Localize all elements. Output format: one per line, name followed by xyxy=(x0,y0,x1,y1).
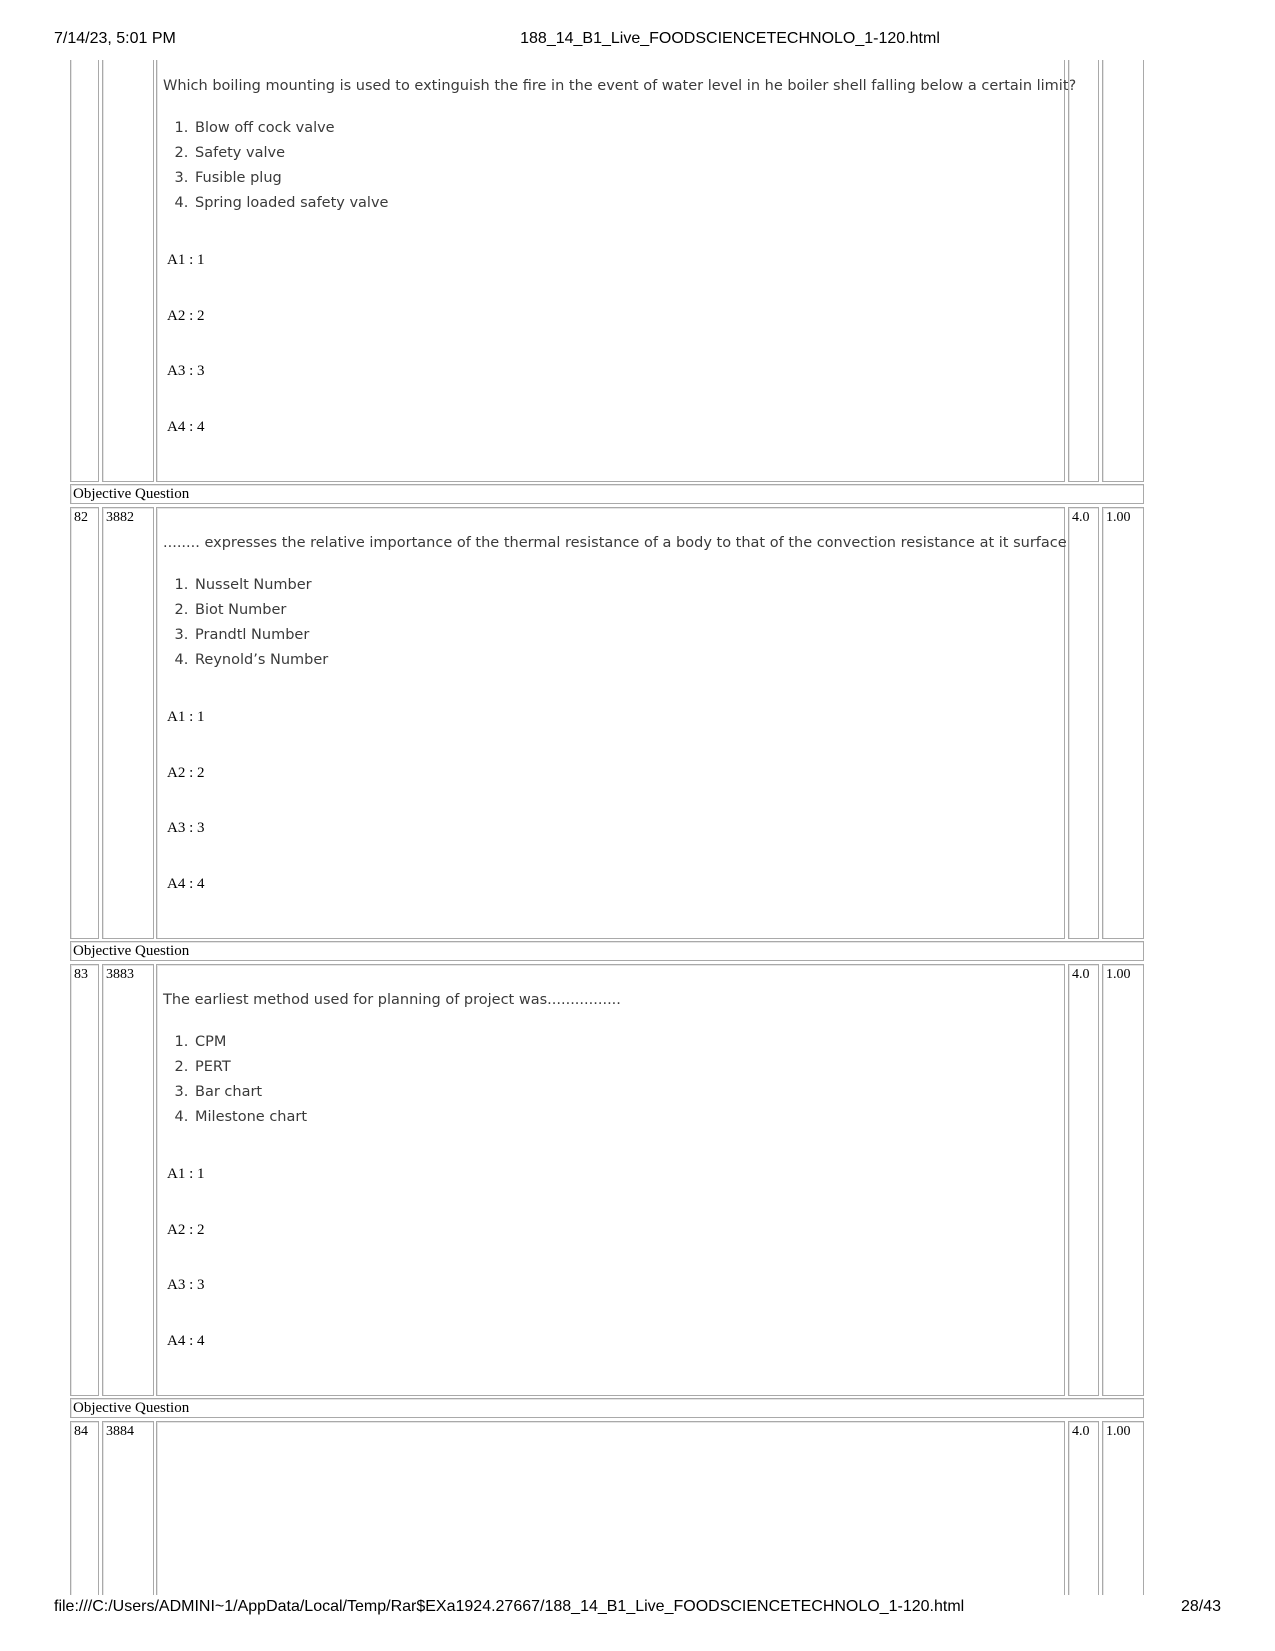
negative-marks-cell xyxy=(1102,964,1144,1396)
answer-a2: A2 : 2 xyxy=(167,765,205,781)
question-id: 3884 xyxy=(106,1424,134,1439)
marks-cell xyxy=(1068,1421,1099,1595)
answer-a1: A1 : 1 xyxy=(167,252,205,268)
marks-value: 4.0 xyxy=(1072,967,1090,982)
negative-marks-value: 1.00 xyxy=(1106,1424,1131,1439)
question-type-label: Objective Question xyxy=(73,943,190,959)
question-text: The earliest method used for planning of project was................ xyxy=(163,992,621,1008)
question-type-row xyxy=(70,484,1144,504)
marks-cell xyxy=(1068,60,1099,482)
answer-a1: A1 : 1 xyxy=(167,1166,205,1182)
print-header xyxy=(0,30,1275,52)
answer-a2: A2 : 2 xyxy=(167,308,205,324)
option-item: 3. Prandtl Number xyxy=(193,623,1058,648)
option-item: 2. Biot Number xyxy=(193,598,1058,623)
option-item: 1. Nusselt Number xyxy=(193,573,1058,598)
option-list xyxy=(163,1030,1058,1130)
print-footer xyxy=(0,1598,1275,1620)
id-cell xyxy=(102,1421,154,1595)
question-type-label: Objective Question xyxy=(73,486,190,502)
option-item: 3. Fusible plug xyxy=(193,166,1058,191)
answer-a3: A3 : 3 xyxy=(167,1277,205,1293)
question-text: Which boiling mounting is used to extinguish the fire in the event of water level in he boiler shell falling below a certain limit? xyxy=(163,78,1077,94)
answer-a1: A1 : 1 xyxy=(167,709,205,725)
question-cell xyxy=(156,1421,1065,1595)
option-item: 3. Bar chart xyxy=(193,1080,1058,1105)
number-cell xyxy=(70,1421,99,1595)
answer-a2: A2 : 2 xyxy=(167,1222,205,1238)
question-type-row xyxy=(70,1398,1144,1418)
option-item: 2. Safety valve xyxy=(193,141,1058,166)
id-cell xyxy=(102,507,154,939)
print-datetime: 7/14/23, 5:01 PM xyxy=(54,30,176,47)
question-type-label: Objective Question xyxy=(73,1400,190,1416)
question-number: 84 xyxy=(74,1424,88,1439)
negative-marks-cell xyxy=(1102,60,1144,482)
negative-marks-value: 1.00 xyxy=(1106,967,1131,982)
id-cell xyxy=(102,60,154,482)
question-content xyxy=(163,992,1058,1130)
number-cell xyxy=(70,964,99,1396)
page-number: 28/43 xyxy=(1180,1598,1221,1615)
option-list xyxy=(163,116,1058,216)
file-path: file:///C:/Users/ADMINI~1/AppData/Local/Temp/Rar$EXa1924.27667/188_14_B1_Live_FOODSCIENCETECHNOLO_1-120.html xyxy=(54,1598,965,1615)
question-id: 3883 xyxy=(106,967,134,982)
id-cell xyxy=(102,964,154,1396)
negative-marks-cell xyxy=(1102,1421,1144,1595)
number-cell xyxy=(70,60,99,482)
option-item: 1. CPM xyxy=(193,1030,1058,1055)
question-cell xyxy=(156,964,1065,1396)
question-content xyxy=(163,535,1072,673)
option-list xyxy=(163,573,1058,673)
document-title: 188_14_B1_Live_FOODSCIENCETECHNOLO_1-120.html xyxy=(520,30,940,47)
option-item: 4. Milestone chart xyxy=(193,1105,1058,1130)
question-cell xyxy=(156,60,1077,482)
marks-value: 4.0 xyxy=(1072,1424,1090,1439)
marks-cell xyxy=(1068,507,1099,939)
number-cell xyxy=(70,507,99,939)
option-item: 4. Reynold’s Number xyxy=(193,648,1058,673)
question-content xyxy=(163,78,1077,216)
marks-cell xyxy=(1068,964,1099,1396)
answer-a3: A3 : 3 xyxy=(167,363,205,379)
question-number: 82 xyxy=(74,510,88,525)
question-cell xyxy=(156,507,1072,939)
negative-marks-value: 1.00 xyxy=(1106,510,1131,525)
option-item: 2. PERT xyxy=(193,1055,1058,1080)
negative-marks-cell xyxy=(1102,507,1144,939)
answer-a4: A4 : 4 xyxy=(167,419,205,435)
answer-a4: A4 : 4 xyxy=(167,1333,205,1349)
question-text: ........ expresses the relative importance of the thermal resistance of a body to that of the convection resistance at it surface. xyxy=(163,535,1072,551)
question-id: 3882 xyxy=(106,510,134,525)
answer-a3: A3 : 3 xyxy=(167,820,205,836)
question-table xyxy=(70,60,1202,1595)
question-type-row xyxy=(70,941,1144,961)
question-number: 83 xyxy=(74,967,88,982)
marks-value: 4.0 xyxy=(1072,510,1090,525)
answer-a4: A4 : 4 xyxy=(167,876,205,892)
option-item: 4. Spring loaded safety valve xyxy=(193,191,1058,216)
option-item: 1. Blow off cock valve xyxy=(193,116,1058,141)
